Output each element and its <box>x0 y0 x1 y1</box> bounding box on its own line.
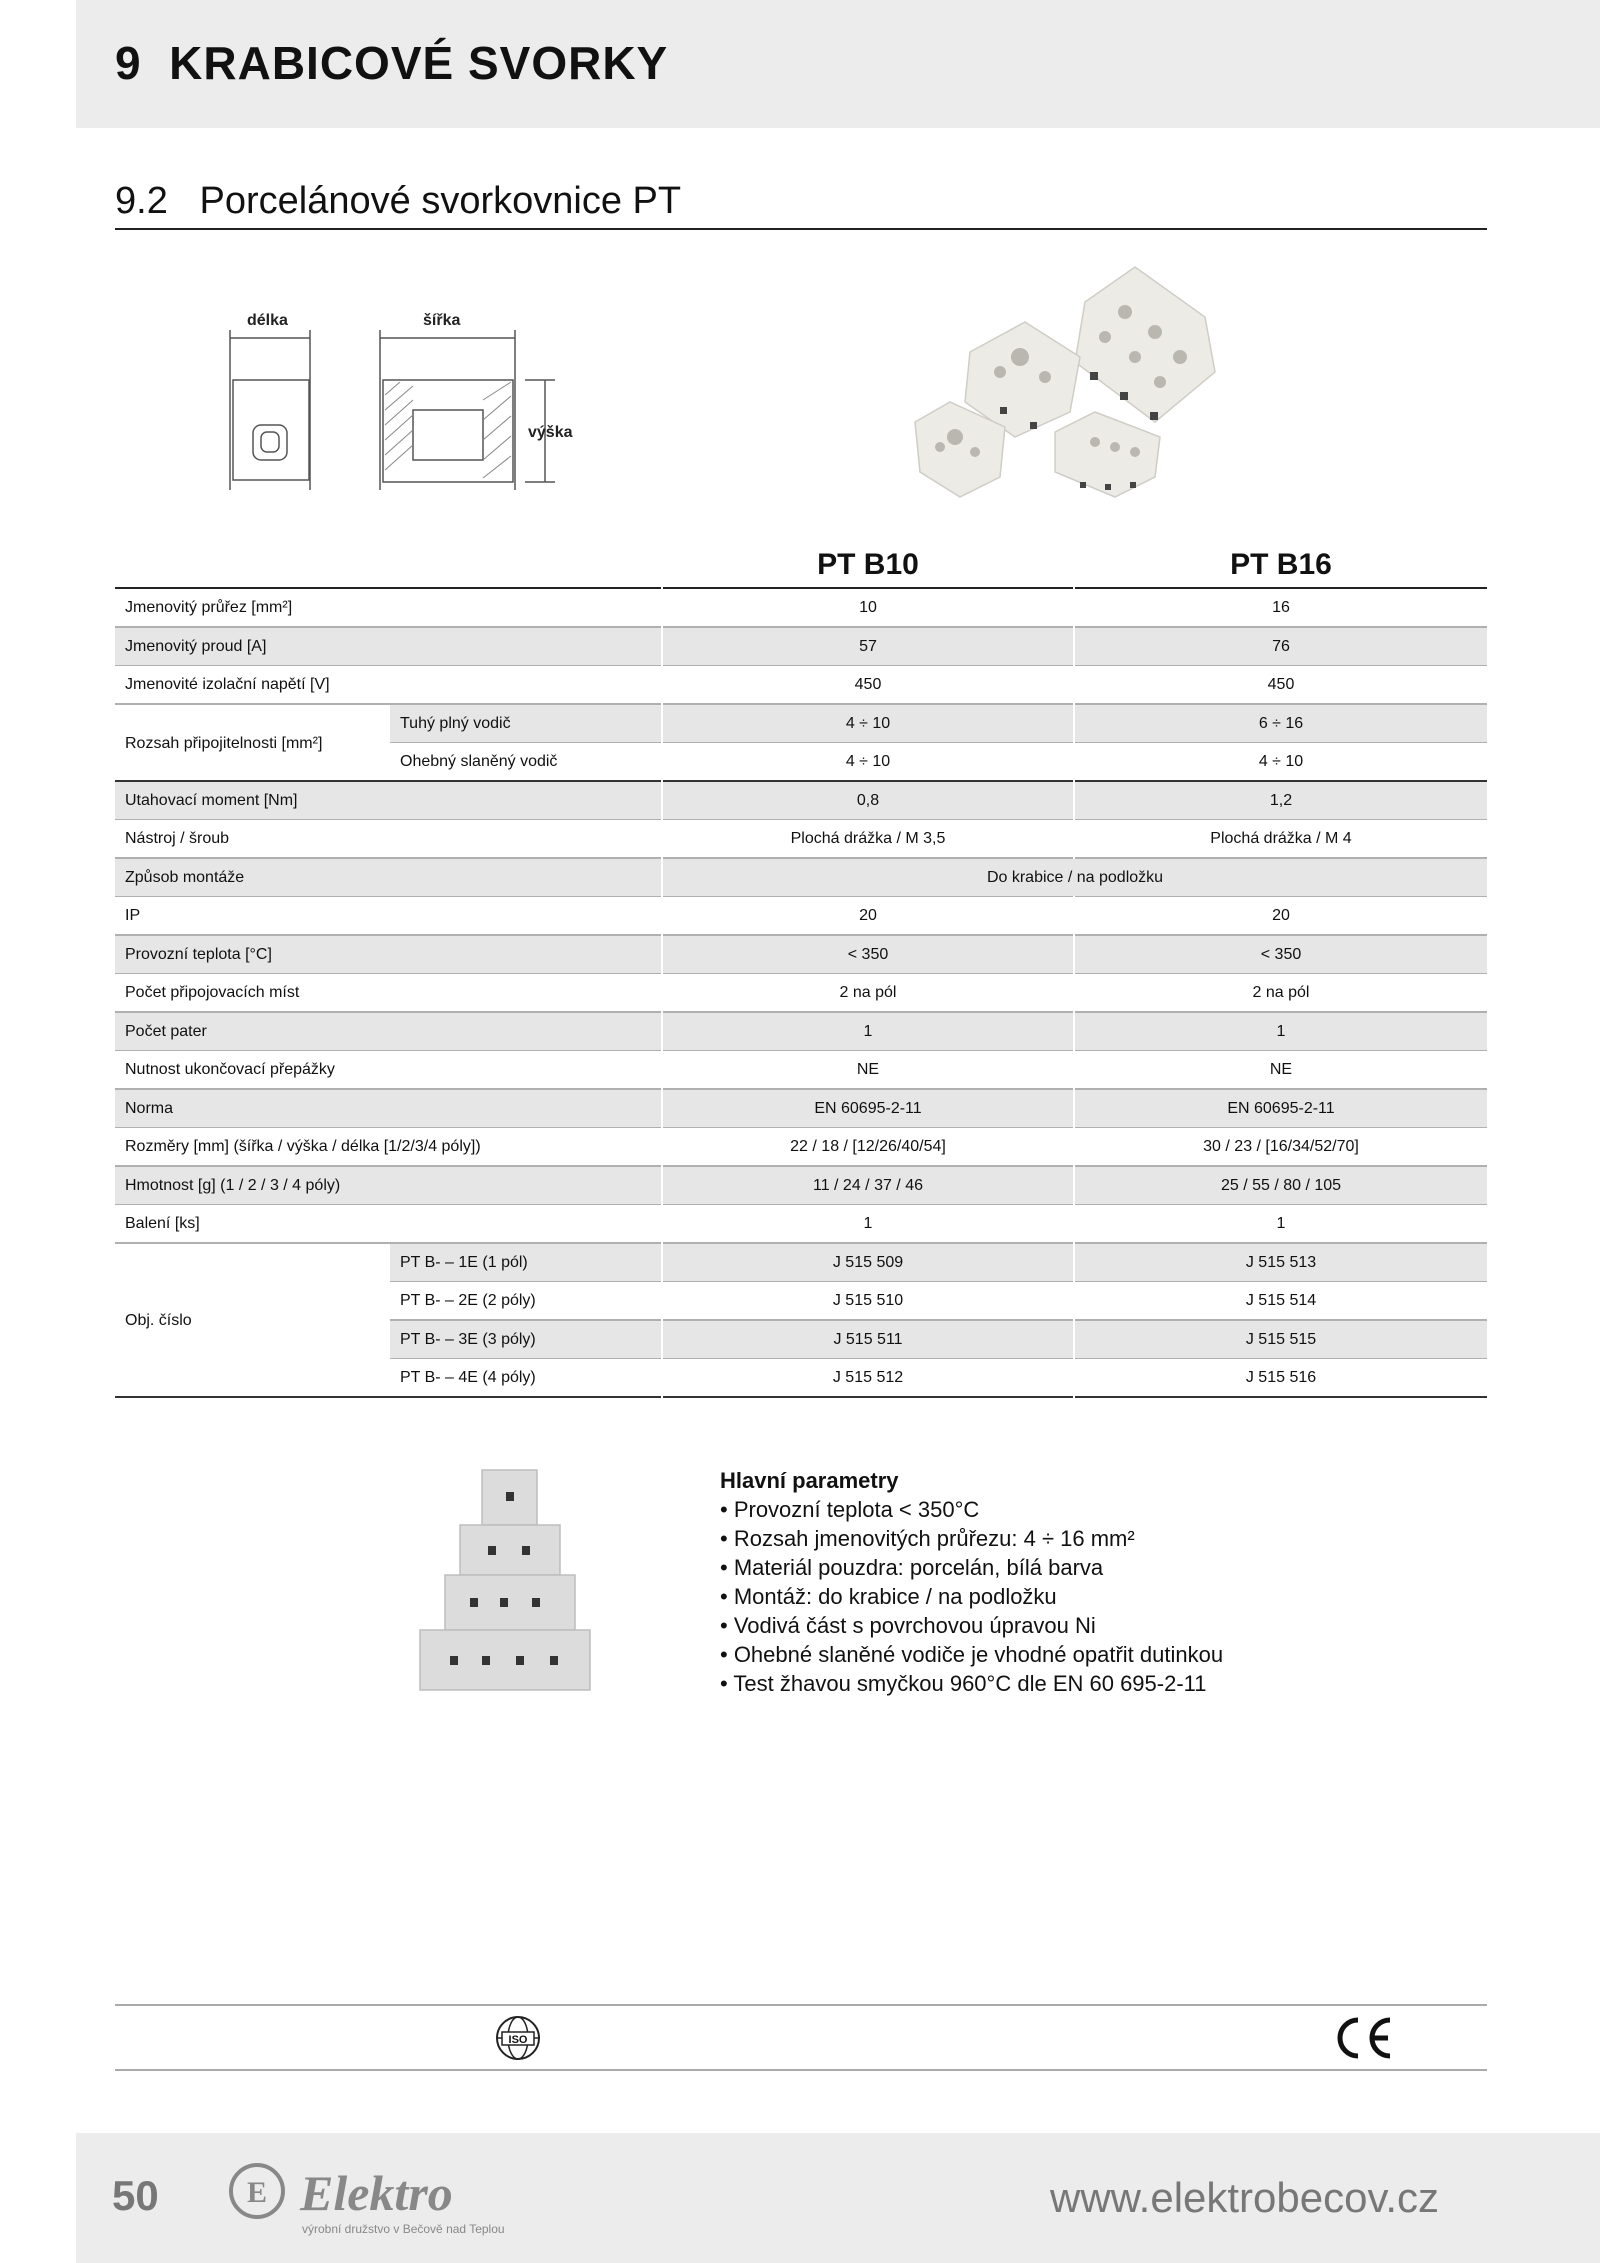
svg-text:E: E <box>246 2176 268 2209</box>
row-label: Provozní teplota [°C] <box>125 945 272 963</box>
value-pt-b10: J 515 512 <box>832 1369 904 1386</box>
row-label: Počet pater <box>125 1022 207 1040</box>
row-label: Rozměry [mm] (šířka / výška / délka [1/2/3/4 póly]) <box>125 1138 481 1155</box>
value-pt-b16: J 515 513 <box>1245 1253 1317 1271</box>
row-label: Nutnost ukončovací přepážky <box>125 1061 335 1078</box>
params-item: • Rozsah jmenovitých průřezu: 4 ÷ 16 mm² <box>720 1526 1135 1551</box>
svg-text:ISO: ISO <box>508 2034 528 2046</box>
brand-name: Elektro <box>300 2165 453 2221</box>
brand-tagline: výrobní družstvo v Bečově nad Teplou <box>302 2222 505 2236</box>
product-photo <box>905 262 1245 502</box>
row-label: IP <box>125 907 141 924</box>
value-pt-b10: 11 / 24 / 37 / 46 <box>812 1176 923 1194</box>
cert-rule-bottom <box>115 2069 1487 2071</box>
params-item: • Test žhavou smyčkou 960°C dle EN 60 695-2-11 <box>720 1671 1207 1696</box>
params-heading: Hlavní parametry <box>720 1468 899 1493</box>
value-pt-b16: Plochá drážka / M 4 <box>1210 830 1352 847</box>
value-pt-b10: < 350 <box>847 945 889 963</box>
group-label: Obj. číslo <box>125 1311 192 1329</box>
value-pt-b16: J 515 514 <box>1245 1292 1317 1309</box>
row-sublabel: PT B- – 4E (4 póly) <box>400 1369 536 1386</box>
value-pt-b16: J 515 515 <box>1245 1330 1317 1348</box>
row-label: Počet připojovacích míst <box>125 984 300 1001</box>
row-divider <box>115 1396 661 1398</box>
row-label: Nástroj / šroub <box>125 830 230 847</box>
main-parameters <box>720 1466 1223 1698</box>
value-pt-b10: 2 na pól <box>839 984 897 1001</box>
params-item: • Montáž: do krabice / na podložku <box>720 1584 1057 1609</box>
value-pt-b16: 16 <box>1272 599 1290 616</box>
value-pt-b16: 4 ÷ 10 <box>1258 753 1304 770</box>
value-pt-b10: EN 60695-2-11 <box>814 1099 922 1117</box>
group-label: Rozsah připojitelnosti [mm²] <box>125 734 323 752</box>
value-pt-b10: 10 <box>859 599 877 616</box>
brand-emblem-icon <box>228 2162 296 2220</box>
cert-rule-top <box>115 2004 1487 2006</box>
row-label: Norma <box>125 1099 174 1117</box>
section-rule <box>115 228 1487 230</box>
row-sublabel: PT B- – 1E (1 pól) <box>400 1253 528 1271</box>
value-pt-b16: 6 ÷ 16 <box>1258 714 1304 732</box>
value-pt-b10: 4 ÷ 10 <box>845 753 891 770</box>
value-pt-b16: 2 na pól <box>1252 984 1310 1001</box>
value-pt-b10: 20 <box>859 907 877 924</box>
iso-icon <box>494 2014 542 2062</box>
row-value-merged: Do krabice / na podložku <box>986 868 1164 886</box>
params-item: • Materiál pouzdra: porcelán, bílá barva <box>720 1555 1104 1580</box>
value-pt-b10: NE <box>856 1061 880 1078</box>
row-label: Utahovací moment [Nm] <box>125 791 298 809</box>
row-sublabel: PT B- – 3E (3 póly) <box>400 1330 536 1348</box>
params-item: • Provozní teplota < 350°C <box>720 1497 980 1522</box>
row-label: Způsob montáže <box>125 868 245 886</box>
value-pt-b10: 4 ÷ 10 <box>845 714 891 732</box>
column-header-pt-b10: PT B10 <box>817 548 919 581</box>
brand-logo <box>228 2160 548 2240</box>
value-pt-b16: 450 <box>1267 676 1295 693</box>
value-pt-b10: 1 <box>863 1215 873 1232</box>
value-pt-b16: 1,2 <box>1269 791 1293 809</box>
value-pt-b16: 1 <box>1276 1022 1286 1040</box>
value-pt-b16: 76 <box>1272 637 1290 655</box>
row-sublabel: Ohebný slaněný vodič <box>400 753 558 770</box>
value-pt-b16: 25 / 55 / 80 / 105 <box>1220 1176 1342 1194</box>
value-pt-b16: < 350 <box>1260 945 1302 963</box>
value-pt-b16: 1 <box>1276 1215 1286 1232</box>
value-pt-b10: J 515 511 <box>833 1330 903 1348</box>
value-pt-b10: 450 <box>854 676 882 693</box>
row-label: Balení [ks] <box>125 1215 200 1232</box>
row-divider <box>1075 1396 1487 1398</box>
value-pt-b10: J 515 509 <box>832 1253 904 1271</box>
value-pt-b10: 57 <box>859 637 877 655</box>
value-pt-b10: 1 <box>863 1022 873 1040</box>
value-pt-b16: EN 60695-2-11 <box>1227 1099 1335 1117</box>
product-photo-stack <box>410 1460 610 1710</box>
row-divider <box>663 1396 1073 1398</box>
dimension-drawing <box>225 300 585 500</box>
length-label: délka <box>247 312 288 329</box>
height-label: výška <box>528 424 573 441</box>
row-sublabel: Tuhý plný vodič <box>400 714 511 732</box>
width-label: šířka <box>423 312 461 329</box>
column-header-pt-b16: PT B16 <box>1230 548 1332 581</box>
value-pt-b16: 20 <box>1272 907 1290 924</box>
params-item: • Ohebné slaněné vodiče je vhodné opatřit dutinkou <box>720 1642 1224 1667</box>
ce-mark-icon <box>1328 2014 1396 2062</box>
row-label: Jmenovitý průřez [mm²] <box>125 599 293 616</box>
params-item: • Vodivá část s povrchovou úpravou Ni <box>720 1613 1096 1638</box>
row-sublabel: PT B- – 2E (2 póly) <box>400 1292 536 1309</box>
row-label: Jmenovitý proud [A] <box>125 637 267 655</box>
section-title: 9.2 Porcelánové svorkovnice PT <box>115 180 682 222</box>
value-pt-b10: J 515 510 <box>832 1292 904 1309</box>
value-pt-b10: 0,8 <box>856 791 880 809</box>
value-pt-b16: J 515 516 <box>1245 1369 1317 1386</box>
value-pt-b16: 30 / 23 / [16/34/52/70] <box>1203 1138 1359 1155</box>
value-pt-b10: Plochá drážka / M 3,5 <box>790 830 946 847</box>
row-label: Jmenovité izolační napětí [V] <box>125 676 330 693</box>
website-url[interactable]: www.elektrobecov.cz <box>1050 2174 1440 2221</box>
value-pt-b16: NE <box>1269 1061 1293 1078</box>
page-number: 50 <box>112 2172 159 2219</box>
value-pt-b10: 22 / 18 / [12/26/40/54] <box>790 1138 946 1155</box>
row-label: Hmotnost [g] (1 / 2 / 3 / 4 póly) <box>125 1176 341 1194</box>
chapter-title: 9 KRABICOVÉ SVORKY <box>115 37 669 89</box>
